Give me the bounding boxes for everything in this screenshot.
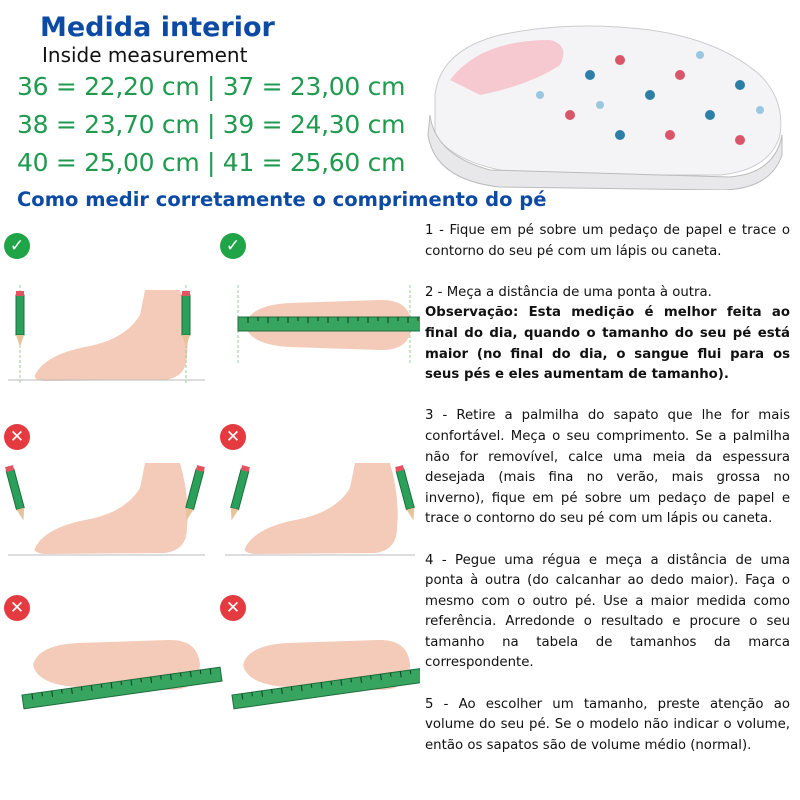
measurement-illustrations	[0, 225, 420, 725]
size-row: 40 = 25,00 cm | 41 = 25,60 cm	[17, 148, 406, 177]
panel-wrong-top-1	[22, 640, 222, 709]
step-2	[425, 283, 790, 386]
size-row: 38 = 23,70 cm | 39 = 24,30 cm	[17, 110, 406, 139]
cross-icon: ✕	[4, 595, 30, 621]
cross-icon: ✕	[220, 595, 246, 621]
cross-icon: ✕	[4, 424, 30, 450]
panel-correct-top	[238, 285, 420, 365]
panel-wrong-top-2	[232, 640, 420, 709]
instructions	[425, 221, 790, 777]
check-icon: ✓	[220, 233, 246, 259]
howto-title: Como medir corretamente o comprimento do pé	[17, 188, 547, 211]
panel-correct-side	[8, 285, 205, 385]
clog-shoe-image	[420, 5, 800, 190]
cross-icon: ✕	[220, 424, 246, 450]
step-4: 4 - Pegue uma régua e meça a distância de uma ponta à outra (do calcanhar ao dedo maior). Faça o mesmo com o outro pé. Use a maior medida como referência. Arredonde o resultado e procure o seu tamanho na tabela de tamanhos da marca correspondente.	[425, 552, 790, 671]
step-1: 1 - Fique em pé sobre um pedaço de papel e trace o contorno do seu pé com um lápis ou caneta.	[425, 223, 790, 259]
panel-wrong-side-2	[225, 463, 417, 555]
step-2-note: Observação: Esta medição é melhor feita ao final do dia, quando o tamanho do seu pé está maior (no final do dia, o sangue flui para os seus pés e eles aumentam de tamanho).	[425, 305, 790, 383]
step-2-text: 2 - Meça a distância de uma ponta à outra.	[425, 284, 712, 300]
panel-wrong-side-1	[5, 463, 205, 555]
step-3: 3 - Retire a palmilha do sapato que lhe for mais confortável. Meça o seu comprimento. Se a palmilha não for removível, calce uma meia da espessura desejada (mais fina no verão, mais grossa no inverno), fique em pé sobre um pedaço de papel e trace o contorno do seu pé com um lápis ou caneta.	[425, 408, 790, 527]
size-row: 36 = 22,20 cm | 37 = 23,00 cm	[17, 72, 406, 101]
check-icon: ✓	[4, 233, 30, 259]
page-subtitle: Inside measurement	[42, 43, 248, 67]
step-5: 5 - Ao escolher um tamanho, preste atenção ao volume do seu pé. Se o modelo não indicar o volume, então os sapatos são de volume médio (normal).	[425, 696, 790, 753]
page-title: Medida interior	[40, 12, 275, 43]
